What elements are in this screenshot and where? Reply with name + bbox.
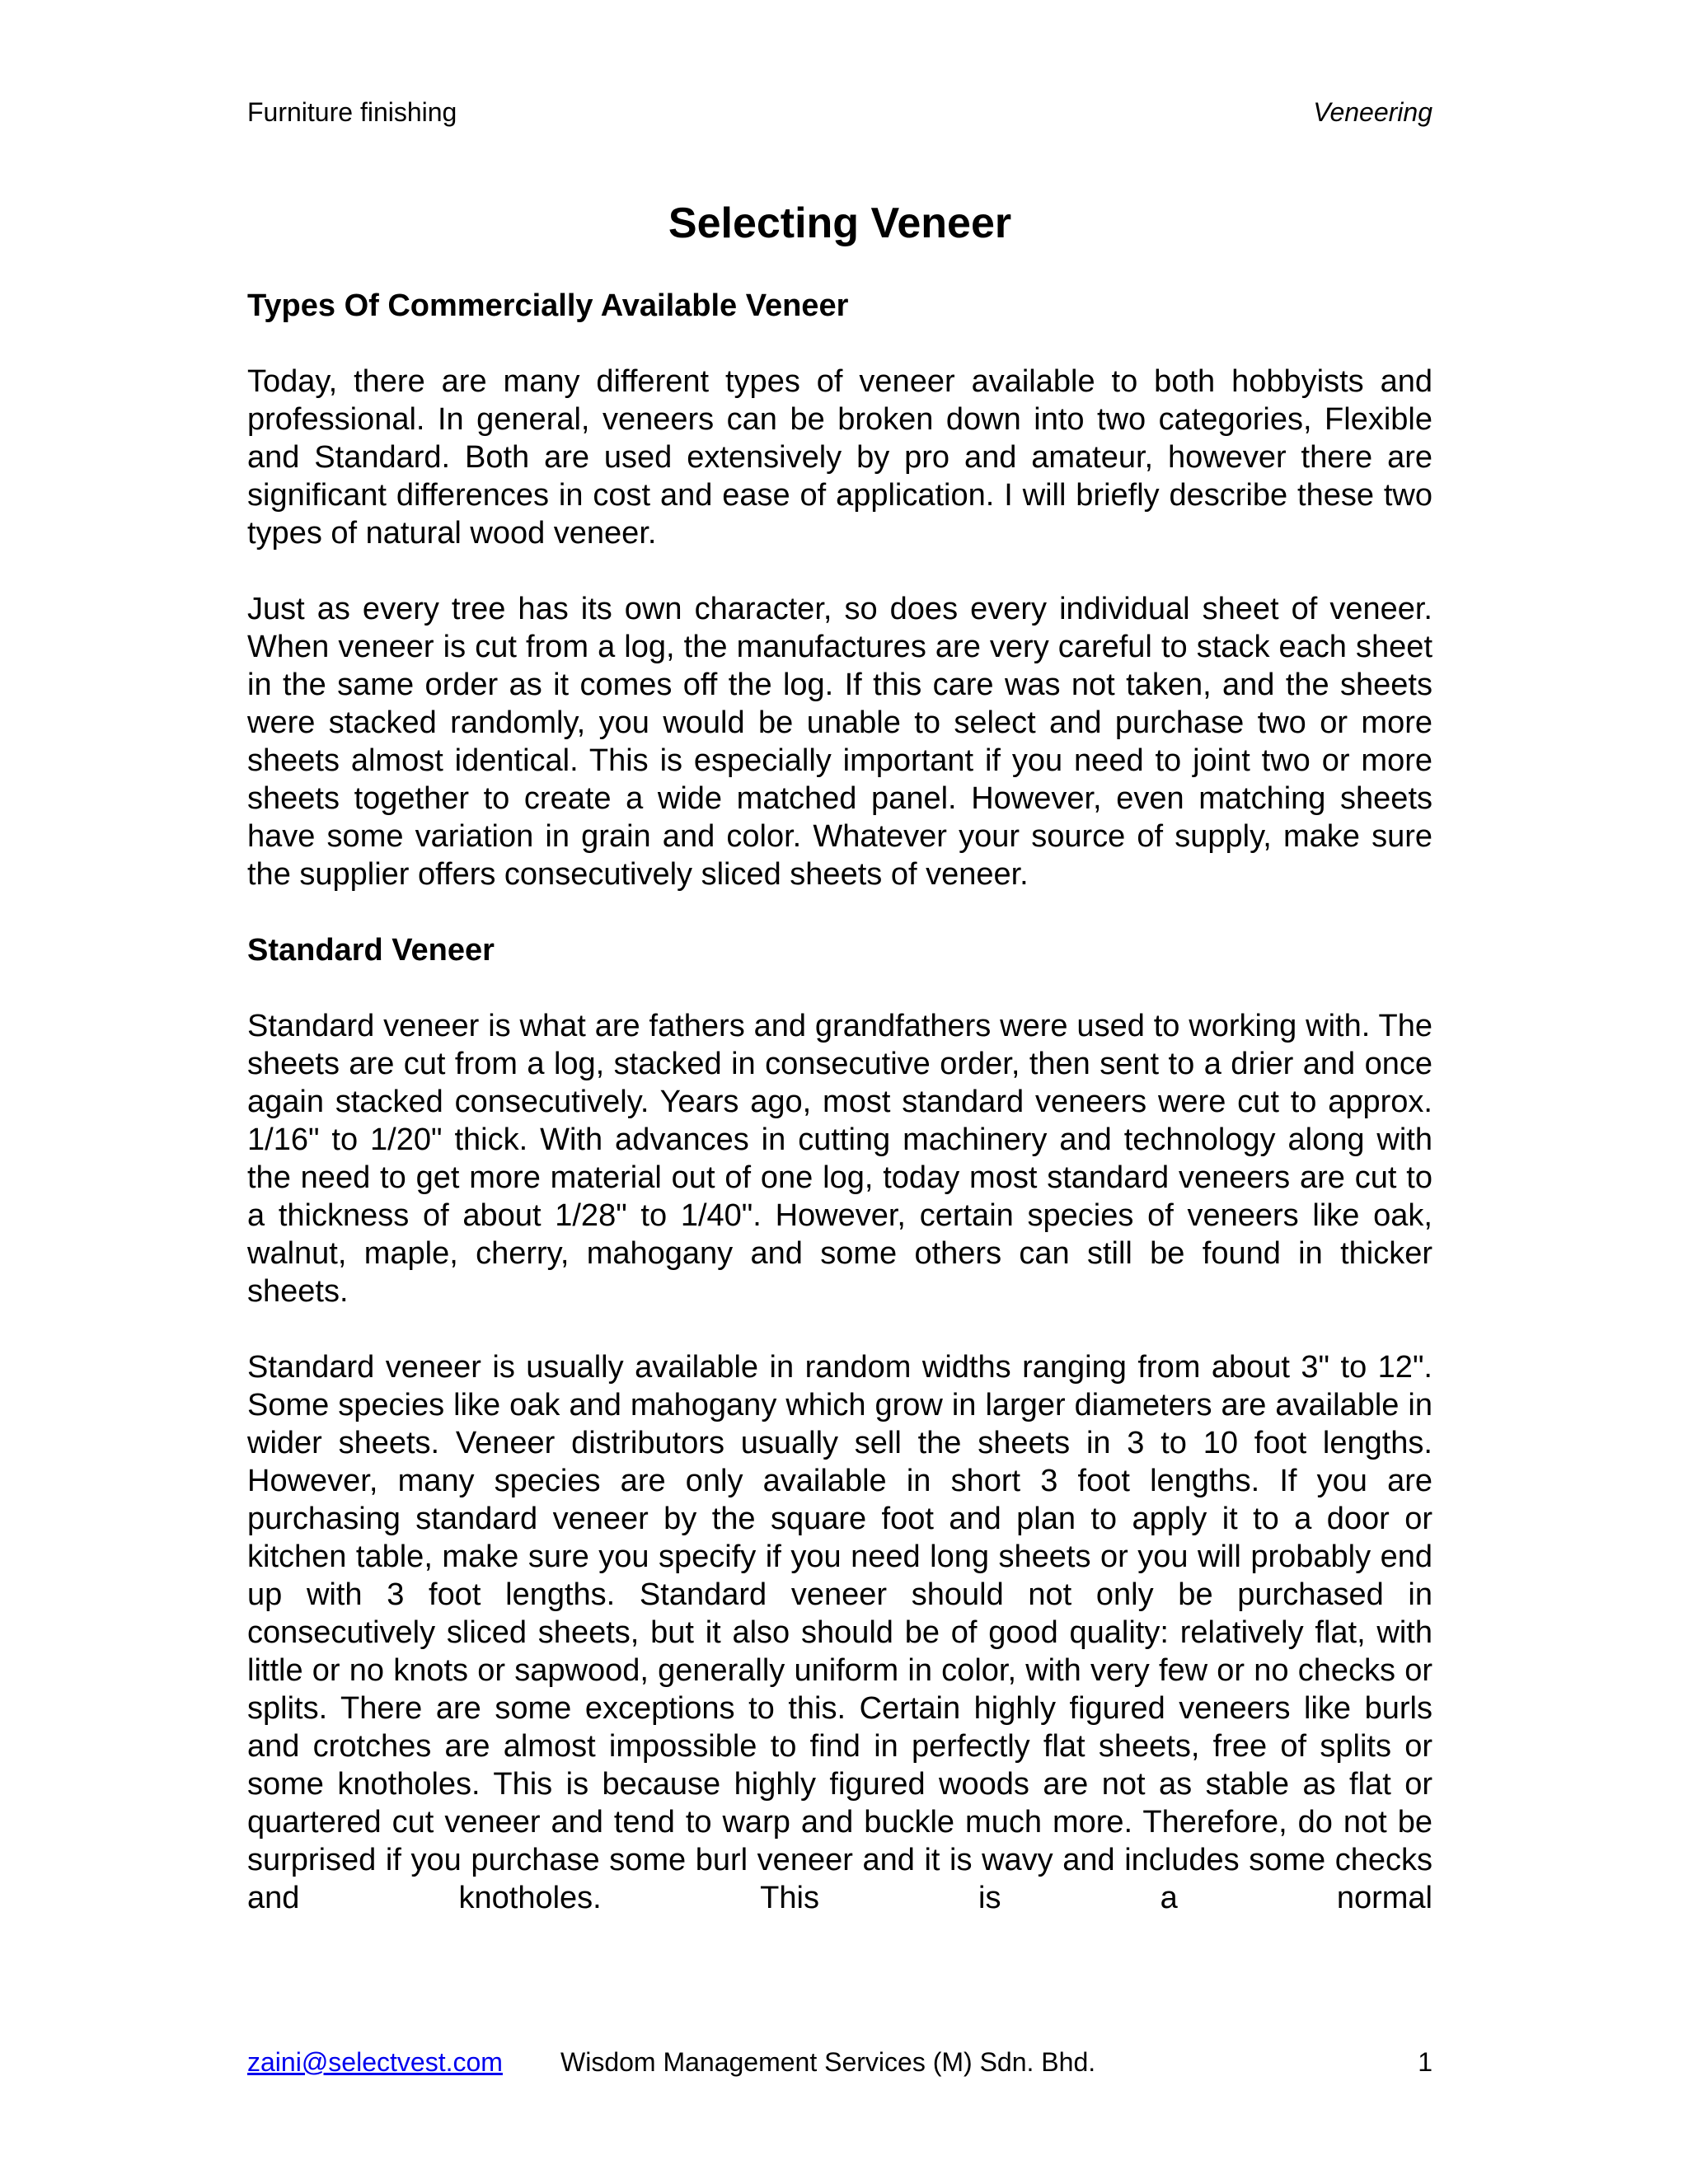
paragraph: Standard veneer is what are fathers and grandfathers were used to working with. The sheets are cut from a log, stacked in consecutive order, then sent to a drier and once again stacked consecutively. Years ago, most standard veneers were cut to approx. 1/16" to 1/20" thick. With advances in cutting machinery and technology along with the need to get more material out of one log, today most standard veneers are cut to a thickness of about 1/28" to 1/40". However, certain species of veneers like oak, walnut, maple, cherry, mahogany and some others can still be found in thicker sheets. [247, 1009, 1432, 1309]
paragraph: Standard veneer is usually available in random widths ranging from about 3" to 12". Some species like oak and mahogany which grow in larger diameters are available in wider sheets. Veneer distributors usually sell the sheets in 3 to 10 foot lengths. However, many species are only available in short 3 foot lengths. If you are purchasing standard veneer by the square foot and plan to apply it to a door or kitchen table, make sure you specify if you need long sheets or you will probably end up with 3 foot lengths. Standard veneer should not only be purchased in consecutively sliced sheets, but it also should be of good quality: relatively flat, with little or no knots or sapwood, generally uniform in color, with very few or no checks or splits. There are some exceptions to this. Certain highly figured veneers like burls and crotches are almost impossible to find in perfectly flat sheets, free of splits or some knotholes. This is because highly figured woods are not as stable as flat or quartered cut veneer and tend to warp and buckle much more. Therefore, do not be surprised if you purchase some burl veneer and it is wavy and includes some checks and knotholes. This is a normal [247, 1350, 1432, 1915]
email-link[interactable]: zaini@selectvest.com [247, 2047, 503, 2077]
document-body [247, 287, 1432, 1917]
page-title: Selecting Veneer [668, 199, 1012, 247]
section-heading-standard-veneer: Standard Veneer [247, 933, 495, 968]
header-right-text: Veneering [1313, 97, 1432, 127]
page-number: 1 [1418, 2047, 1432, 2077]
paragraph: Just as every tree has its own character, so does every individual sheet of veneer. When veneer is cut from a log, the manufactures are very careful to stack each sheet in the same order as it comes off the log. If this care was not taken, and the sheets were stacked randomly, you would be unable to select and purchase two or more sheets almost identical. This is especially important if you need to joint two or more sheets together to create a wide matched panel. However, even matching sheets have some variation in grain and color. Whatever your source of supply, make sure the supplier offers consecutively sliced sheets of veneer. [247, 592, 1432, 892]
company-name: Wisdom Management Services (M) Sdn. Bhd. [560, 2047, 1096, 2077]
header-left-text: Furniture finishing [247, 97, 457, 127]
paragraph: Today, there are many different types of veneer available to both hobbyists and professional. In general, veneers can be broken down into two categories, Flexible and Standard. Both are used extensively by pro and amateur, however there are significant differences in cost and ease of application. I will briefly describe these two types of natural wood veneer. [247, 364, 1432, 551]
section-heading-types: Types Of Commercially Available Veneer [247, 288, 849, 323]
page-header [247, 96, 1432, 129]
